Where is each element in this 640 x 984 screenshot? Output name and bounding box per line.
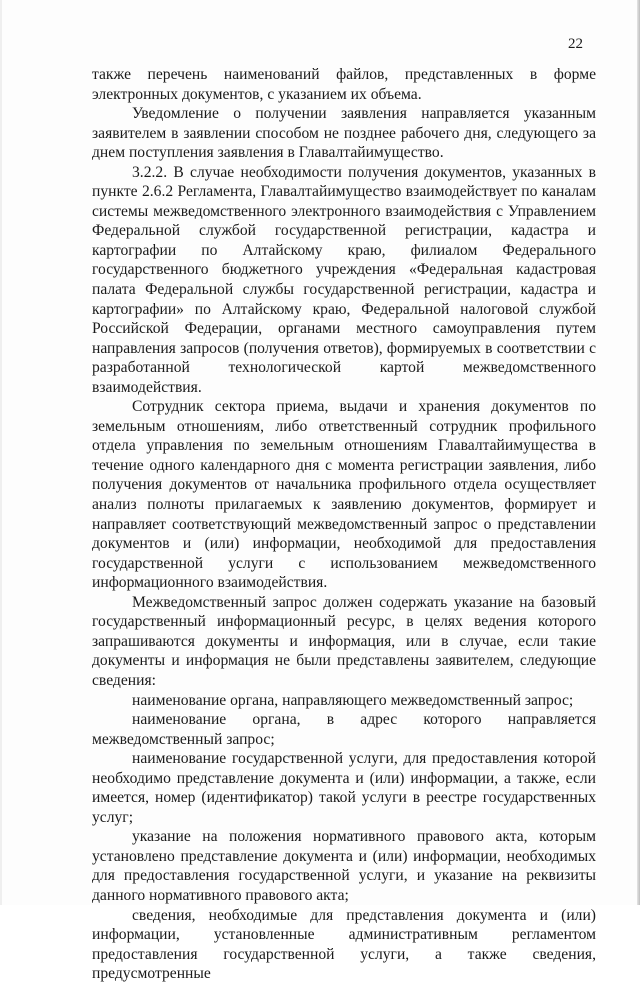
paragraph: Уведомление о получении заявления направляется указанным заявителем в заявлении способом не позднее рабочего дня, следующего за днем поступления заявления в Главалтайимущество. (92, 105, 596, 162)
paragraph: Межведомственный запрос должен содержать указание на базовый государственный информационный ресурс, в целях ведения которого запрашиваются документы и информация, или в случае, если такие документы и информация не были представлены заявителем, следующие сведения: (92, 593, 596, 689)
scan-edge-left (0, 0, 2, 905)
list-item: наименование органа, направляющего межведомственный запрос; (132, 691, 574, 709)
page-number: 22 (568, 36, 583, 52)
document-body (92, 65, 596, 984)
paragraph: также перечень наименований файлов, представленных в форме электронных документов, с указанием их объема. (92, 66, 596, 103)
list-item: наименование органа, в адрес которого направляется межведомственный запрос; (92, 711, 596, 748)
paragraph: 3.2.2. В случае необходимости получения документов, указанных в пункте 2.6.2 Регламента, Главалтайимущество взаимодействует по каналам системы межведомственного электронного взаимодействия с Управлением Федеральной службой государственной регистрации, кадастра и картографии по Алтайскому краю, филиалом Федерального государственного бюджетного учреждения «Федеральная кадастровая палата Федеральной службы государственной регистрации, кадастра и картографии» по Алтайскому краю, Федеральной налоговой службой Российской Федерации, органами местного самоуправления путем направления запросов (получения ответов), формируемых в соответствии с разработанной технологической картой межведомственного взаимодействия. (92, 163, 596, 396)
list-item: указание на положения нормативного правового акта, которым установлено представление документа и (или) информации, необходимых для предоставления государственной услуги, и указание на реквизиты данного нормативного правового акта; (92, 828, 596, 904)
list-item: сведения, необходимые для представления документа и (или) информации, установленные административным регламентом предоставления государственной услуги, а также сведения, предусмотренные (92, 906, 596, 983)
list-item: наименование государственной услуги, для предоставления которой необходимо представление документа и (или) информации, а также, если имеется, номер (идентификатор) такой услуги в реестре государственных услуг; (92, 750, 596, 826)
paragraph: Сотрудник сектора приема, выдачи и хранения документов по земельным отношениям, либо ответственный сотрудник профильного отдела управления по земельным отношениям Главалтайимущества в течение одного календарного дня с момента регистрации заявления, либо получения документов от начальника профильного отдела осуществляет анализ полноты прилагаемых к заявлению документов, формирует и направляет соответствующий межведомственный запрос о представлении документов и (или) информации, необходимой для предоставления государственной услуги с использованием межведомственного информационного взаимодействия. (92, 398, 596, 592)
